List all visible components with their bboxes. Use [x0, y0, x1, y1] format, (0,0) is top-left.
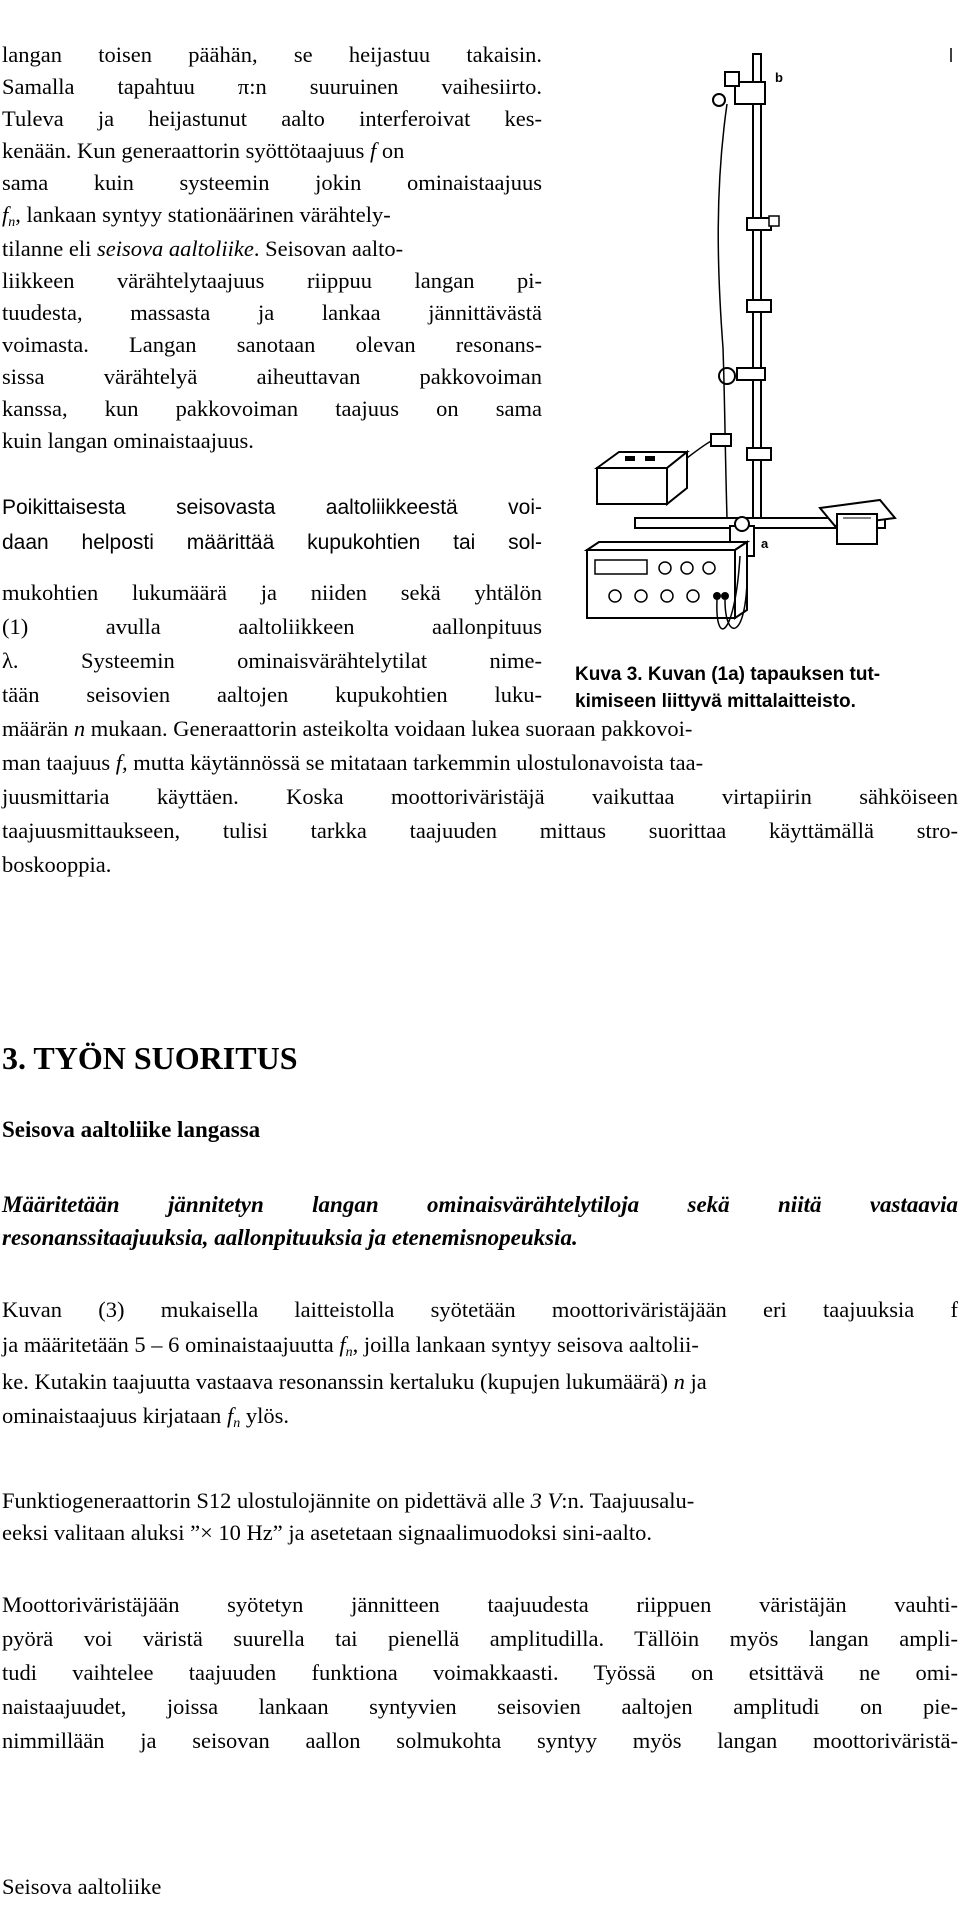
symbol-fn: $f_n$ [339, 1332, 353, 1360]
text-line: naistaajuudet, joissa lankaan syntyvien seisovien aaltojen amplitudi on pie- [2, 1694, 958, 1719]
text-span: , lankaan syntyy stationäärinen värähtely- [15, 202, 391, 227]
section-subtitle: Seisova aaltoliike langassa [2, 1117, 261, 1142]
text-line: Funktiogeneraattorin S12 ulostulojännite on pidettävä alle 3 V:n. Taajuusalu- [2, 1488, 695, 1513]
text-line: ja määritetään 5 – 6 ominaistaajuutta $f_n$, joilla lankaan syntyy seisova aaltolii- [2, 1332, 699, 1360]
text-line: voimasta. Langan sanotaan olevan resonans- [2, 332, 542, 357]
text-line: eeksi valitaan aluksi ”× 10 Hz” ja asetetaan signaalimuodoksi sini-aalto. [2, 1520, 653, 1545]
text-line: liikkeen värähtelytaajuus riippuu langan pi- [2, 268, 542, 293]
label-a: a [761, 536, 769, 551]
page-footer: Seisova aaltoliike [2, 1874, 162, 1899]
text-line [2, 200, 542, 238]
text-line [2, 136, 542, 166]
text-line: Poikittaisesta seisovasta aaltoliikkeestä voi- [2, 496, 542, 519]
text-span: kenään. Kun generaattorin syöttötaajuus [2, 138, 365, 163]
text-line: (1) avulla aaltoliikkeen aallonpituus [2, 614, 542, 639]
text-line: ke. Kutakin taajuutta vastaava resonanssin kertaluku (kupujen lukumäärä) n ja [2, 1369, 707, 1394]
text-line: boskooppia. [2, 852, 112, 877]
apparatus-illustration [575, 48, 955, 648]
text-line: tudi vaihtelee taajuuden funktiona voimakkaasti. Työssä on etsittävä ne omi- [2, 1660, 958, 1685]
label-b: b [775, 70, 783, 85]
text-line: kuin langan ominaistaajuus. [2, 428, 254, 453]
goal-line: resonanssitaajuuksia, aallonpituuksia ja etenemisnopeuksia. [2, 1225, 578, 1250]
text-span: tilanne eli [2, 236, 92, 261]
text-line: daan helposti määrittää kupukohtien tai sol- [2, 531, 542, 554]
times-symbol: × [200, 1520, 213, 1545]
text-line: Samalla tapahtuu π:n suuruinen vaihesiirto. [2, 74, 542, 99]
text-line: pyörä voi väristä suurella tai pienellä amplitudilla. Tällöin myös langan ampli- [2, 1626, 958, 1651]
goal-line: Määritetään jännitetyn langan ominaisvärähtelytiloja sekä niitä vastaavia [2, 1192, 958, 1217]
text-line: ominaistaajuus kirjataan $f_n$ ylös. [2, 1403, 289, 1431]
text-line: nimmillään ja seisovan aallon solmukohta syntyy myös langan moottoriväristä- [2, 1728, 958, 1753]
text-line: sama kuin systeemin jokin ominaistaajuus [2, 170, 542, 195]
text-line: tuudesta, massasta ja lankaa jännittävästä [2, 300, 542, 325]
figure-caption-line1: Kuva 3. Kuvan (1a) tapauksen tut- [575, 664, 881, 685]
text-line: mukohtien lukumäärä ja niiden sekä yhtälön [2, 580, 542, 605]
text-line: λ. Systeemin ominaisvärähtelytilat nime- [2, 648, 542, 673]
text-line: Moottoriväristäjään syötetyn jännitteen taajuudesta riippuen väristäjän vauhti- [2, 1592, 958, 1617]
text-line: tään seisovien aaltojen kupukohtien luku- [2, 682, 542, 707]
text-span: on [381, 138, 405, 163]
text-line: juusmittaria käyttäen. Koska moottoriväristäjä vaikuttaa virtapiirin sähköiseen [2, 784, 958, 809]
text-line: kanssa, kun pakkovoiman taajuus on sama [2, 396, 542, 421]
text-line: määrän n mukaan. Generaattorin asteikolta voidaan lukea suoraan pakkovoi- [2, 716, 693, 741]
text-line: man taajuus f, mutta käytännössä se mitataan tarkemmin ulostulonavoista taa- [2, 750, 704, 775]
text-line [2, 234, 542, 264]
symbol-fn: $f_n$ [226, 1403, 241, 1431]
symbol-f: f [370, 138, 377, 163]
emphasis: seisova aaltoliike [96, 236, 254, 261]
text-span: . Seisovan aalto- [253, 236, 404, 261]
text-line: sissa värähtelyä aiheuttavan pakkovoiman [2, 364, 542, 389]
text-line: Tuleva ja heijastunut aalto interferoivat kes- [2, 106, 542, 131]
text-line: langan toisen päähän, se heijastuu takaisin. [2, 42, 542, 67]
text-line: Kuvan (3) mukaisella laitteistolla syötetään moottoriväristäjään eri taajuuksia f [2, 1297, 958, 1322]
section-title: 3. TYÖN SUORITUS [2, 1040, 298, 1076]
figure-caption-line2: kimiseen liittyvä mittalaitteisto. [575, 691, 856, 712]
symbol-fn: $f_n$ [2, 202, 16, 230]
text-line: taajuusmittaukseen, tulisi tarkka taajuuden mittaus suorittaa käyttämällä stro- [2, 818, 958, 843]
figure-apparatus [575, 48, 955, 685]
